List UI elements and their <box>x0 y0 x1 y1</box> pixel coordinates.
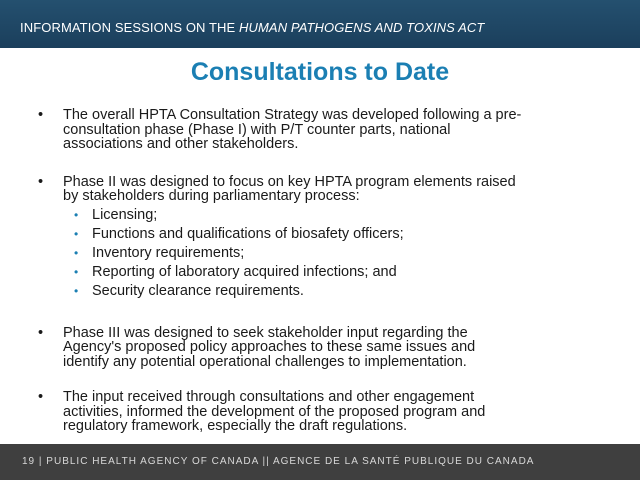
bullet-icon: • <box>38 107 44 123</box>
bullet-item <box>38 173 613 204</box>
header-act-name: HUMAN PATHOGENS AND TOXINS ACT <box>239 20 485 35</box>
footer-text <box>22 456 534 467</box>
bullet-line: The overall HPTA Consultation Strategy was developed following a pre- <box>63 107 522 123</box>
bullet-list <box>0 108 640 434</box>
sub-bullet-icon: • <box>74 207 79 222</box>
page-number: 19 <box>22 456 36 467</box>
slide-title: Consultations to Date <box>190 58 450 86</box>
sub-bullet-text: Reporting of laboratory acquired infections; and <box>92 263 397 280</box>
bullet-line: by stakeholders during parliamentary process: <box>63 188 360 204</box>
bullet-icon: • <box>38 324 44 341</box>
bullet-item <box>38 107 613 152</box>
sub-bullet-item <box>74 282 612 301</box>
bullet-icon: • <box>38 173 44 190</box>
sub-bullet-text: Inventory requirements; <box>92 244 245 261</box>
bullet-line: associations and other stakeholders. <box>63 136 299 152</box>
bullet-line: Phase III was designed to seek stakeholder input regarding the <box>63 324 468 341</box>
footer-agency: PUBLIC HEALTH AGENCY OF CANADA || AGENCE DE LA SANTÉ PUBLIQUE DU CANADA <box>46 456 535 467</box>
bullet-line: consultation phase (Phase I) with P/T counter parts, national <box>63 121 451 138</box>
sub-bullet-item <box>74 206 612 225</box>
header-prefix: INFORMATION SESSIONS ON THE <box>20 20 240 35</box>
bullet-line: regulatory framework, especially the draft regulations. <box>63 418 408 434</box>
sub-bullet-item <box>74 263 612 282</box>
sub-bullet-icon: • <box>74 283 79 298</box>
header-text <box>20 20 484 35</box>
sub-bullet-text: Licensing; <box>92 206 158 223</box>
bullet-line: identify any potential operational challenges to implementation. <box>63 353 467 370</box>
bullet-line: activities, informed the development of the proposed program and <box>63 403 486 420</box>
bullet-line: Phase II was designed to focus on key HPTA program elements raised <box>63 173 516 190</box>
sub-bullet-icon: • <box>74 245 79 260</box>
footer-separator: | <box>38 456 47 467</box>
bullet-line: The input received through consultations and other engagement <box>63 389 475 405</box>
sub-bullet-item <box>74 244 612 263</box>
sub-bullet-text: Functions and qualifications of biosafety officers; <box>92 225 404 242</box>
sub-bullet-list <box>74 206 612 301</box>
sub-bullet-text: Security clearance requirements. <box>92 282 304 299</box>
sub-bullet-icon: • <box>74 226 79 241</box>
bullet-item <box>38 324 613 370</box>
bullet-icon: • <box>38 389 44 405</box>
bullet-line: Agency's proposed policy approaches to these same issues and <box>63 339 476 355</box>
sub-bullet-icon: • <box>74 264 79 279</box>
sub-bullet-item <box>74 225 612 244</box>
bullet-item <box>38 389 613 434</box>
